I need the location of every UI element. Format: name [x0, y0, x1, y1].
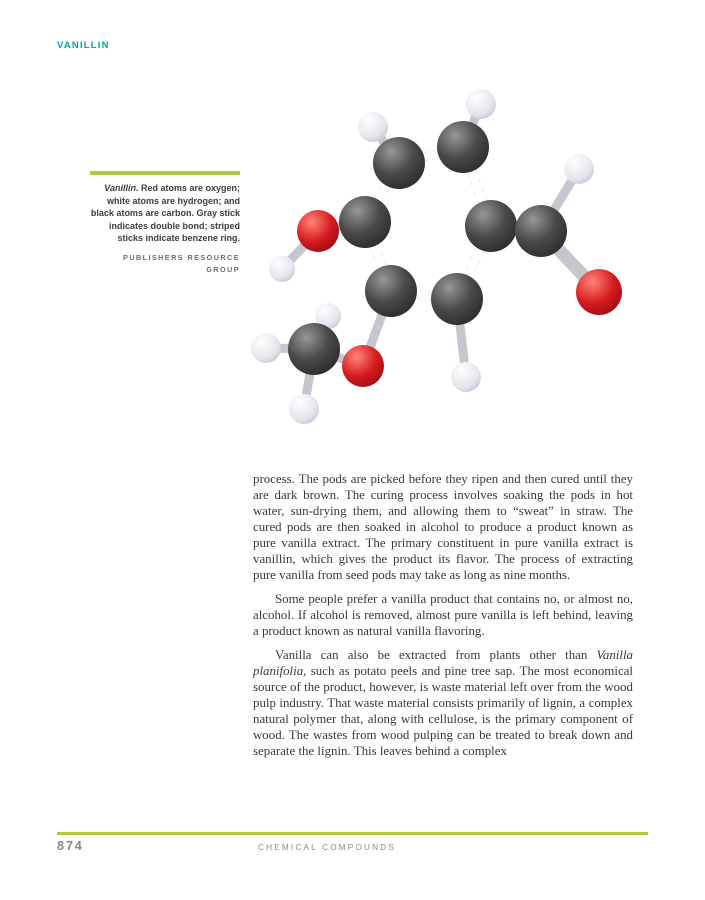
paragraph-3-text: Vanilla can also be extracted from plants other than [275, 648, 597, 662]
vanillin-molecule-image [250, 80, 705, 452]
paragraph-1: process. The pods are picked before they ripen and then cured until they are dark brown. The curing process involves soaking the pods in hot water, sun-drying them, and allowing them to “sweat” in straw. The cured pods are then soaked in alcohol to produce a product known as pure vanilla extract. The primary constituent in pure vanilla extract is vanillin, which gives the product its flavor. The process of extracting pure vanilla from seed pods may take as long as nine months. [253, 472, 633, 582]
caption-rule [90, 171, 240, 175]
footer-rule [57, 832, 648, 835]
paragraph-3 [253, 647, 633, 759]
species-name-italic: Vanilla planifolia [253, 648, 633, 678]
paragraph-3-text: , such as potato peels and pine tree sap. The most economical source of the product, however, is waste material left over from the wood pulp industry. That waste material consists primarily of lignin, a complex natural polymer that, along with cellulose, is the primary component of wood. The wastes from wood pulping can be treated to break down and separate the lignin. This leaves behind a complex [253, 664, 633, 758]
page-number: 874 [57, 839, 84, 853]
figure-credit: PUBLISHERS RESOURCE GROUP [122, 252, 240, 274]
running-head: VANILLIN [57, 40, 110, 51]
footer-title: CHEMICAL COMPOUNDS [258, 843, 397, 852]
paragraph-2: Some people prefer a vanilla product that contains no, or almost no, alcohol. If alcohol is removed, almost pure vanilla is left behind, leaving a product known as natural vanilla flavoring. [253, 592, 633, 638]
caption-text: Red atoms are oxygen; white atoms are hydrogen; and black atoms are carbon. Gray stick indicates double bond; striped sticks indicate benzene ring. [90, 183, 240, 243]
caption-lead: Vanillin. [104, 183, 139, 193]
body-text [253, 471, 633, 759]
molecule-figure [250, 80, 705, 452]
figure-caption [90, 182, 240, 277]
